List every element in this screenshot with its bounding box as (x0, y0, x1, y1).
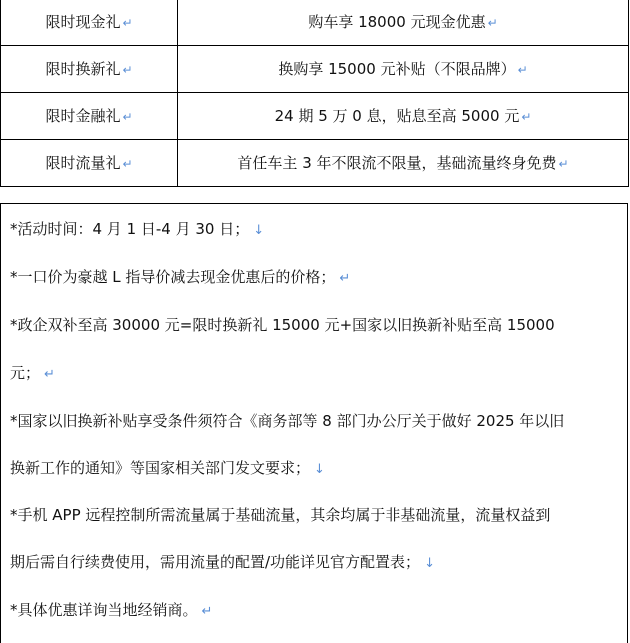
note-text: *国家以旧换新补贴享受条件须符合《商务部等 8 部门办公厅关于做好 2025 年以旧 (10, 412, 565, 430)
benefit-name-cell (1, 93, 178, 140)
table-row (1, 93, 629, 140)
paragraph-mark-icon: ↵ (44, 367, 55, 382)
benefit-name: 限时流量礼 (45, 153, 121, 172)
note-text: 期后需自行续费使用，需用流量的配置/功能详见官方配置表； (10, 553, 421, 571)
note-line (10, 600, 212, 622)
note-line (10, 267, 350, 289)
note-line (10, 219, 264, 241)
benefit-desc: 首任车主 3 年不限流不限量，基础流量终身免费 (237, 153, 557, 172)
note-line (10, 363, 55, 385)
benefit-name: 限时现金礼 (45, 13, 121, 31)
paragraph-mark-icon: ↵ (521, 109, 532, 124)
note-text: 元； (10, 364, 41, 382)
paragraph-mark-icon: ↵ (558, 156, 569, 171)
paragraph-mark-icon: ↵ (517, 62, 528, 77)
note-line (10, 552, 435, 574)
note-text: *手机 APP 远程控制所需流量属于基础流量，其余均属于非基础流量，流量权益到 (10, 506, 551, 524)
note-text: *一口价为豪越 L 指导价减去现金优惠后的价格； (10, 268, 336, 286)
benefit-name-cell (1, 46, 178, 93)
benefit-desc: 换购享 15000 元补贴（不限品牌） (278, 59, 516, 78)
benefit-desc-cell (178, 140, 629, 187)
paragraph-mark-icon: ↵ (122, 156, 133, 171)
note-line (10, 458, 325, 480)
note-text: *政企双补至高 30000 元=限时换新礼 15000 元+国家以旧换新补贴至高 15000 (10, 316, 555, 334)
paragraph-mark-icon: ↵ (201, 604, 213, 619)
table-row (1, 140, 629, 187)
manual-line-break-icon: ↓ (424, 556, 435, 571)
table-row (1, 46, 629, 93)
paragraph-mark-icon: ↵ (122, 16, 133, 30)
note-line (10, 411, 564, 431)
note-text: *具体优惠详询当地经销商。 (10, 601, 198, 619)
note-line (10, 505, 550, 525)
table-row (1, 0, 629, 46)
note-text: 换新工作的通知》等国家相关部门发文要求； (10, 459, 311, 477)
paragraph-mark-icon: ↵ (122, 109, 133, 124)
note-line (10, 315, 555, 335)
benefits-table (0, 0, 629, 187)
notes-box (0, 203, 628, 643)
benefit-desc-cell (178, 46, 629, 93)
benefit-desc-cell (178, 93, 629, 140)
paragraph-mark-icon: ↵ (487, 16, 498, 30)
paragraph-mark-icon: ↵ (339, 271, 351, 286)
paragraph-mark-icon: ↵ (122, 62, 133, 77)
benefit-name: 限时金融礼 (45, 106, 121, 125)
manual-line-break-icon: ↓ (314, 462, 325, 477)
benefit-name-cell (1, 0, 178, 46)
benefit-name: 限时换新礼 (45, 59, 121, 78)
manual-line-break-icon: ↓ (253, 223, 265, 238)
benefit-name-cell (1, 140, 178, 187)
benefit-desc-cell (178, 0, 629, 46)
benefit-desc: 24 期 5 万 0 息，贴息至高 5000 元 (274, 106, 520, 125)
note-text: *活动时间：4 月 1 日-4 月 30 日； (10, 220, 250, 238)
benefit-desc: 购车享 18000 元现金优惠 (308, 13, 486, 31)
